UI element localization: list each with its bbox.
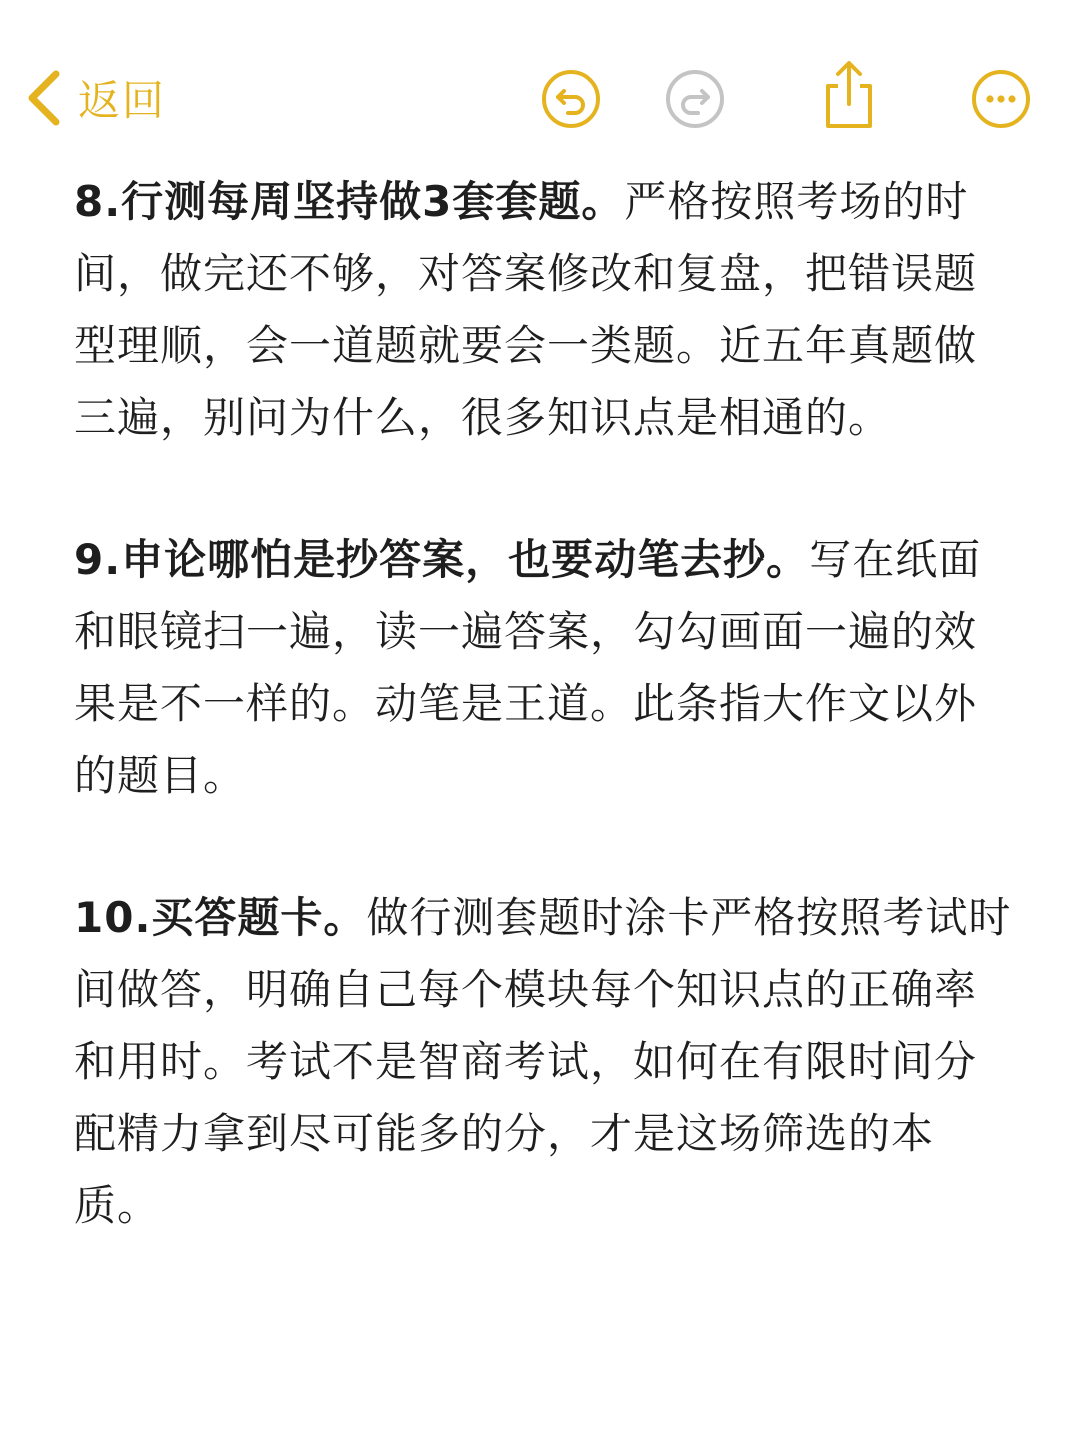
chevron-left-icon — [22, 66, 72, 130]
paragraph-heading: 8.行测每周坚持做3套套题。 — [74, 177, 625, 226]
note-paragraph-10 — [74, 882, 1014, 1242]
note-paragraph-9 — [74, 524, 1014, 812]
paragraph-heading: 10.买答题卡。 — [74, 893, 367, 942]
paragraph-text: 写在纸面和眼镜扫一遍，读一遍答案，勾勾画面一遍的效果是不一样的。动笔是王道。此条指大作文以外的题目。 — [74, 535, 982, 800]
redo-button[interactable] — [664, 68, 726, 130]
paragraph-heading: 9.申论哪怕是抄答案，也要动笔去抄。 — [74, 535, 810, 584]
note-paragraph-8 — [74, 166, 1014, 454]
more-icon — [970, 68, 1032, 130]
share-button[interactable] — [818, 58, 880, 132]
share-icon — [818, 58, 880, 132]
more-button[interactable] — [970, 68, 1032, 130]
back-label: 返回 — [78, 76, 167, 125]
redo-icon — [664, 68, 726, 130]
undo-button[interactable] — [540, 68, 602, 130]
note-body[interactable] — [74, 166, 1014, 1242]
back-button[interactable] — [22, 66, 166, 130]
note-toolbar — [0, 0, 1080, 150]
paragraph-text: 做行测套题时涂卡严格按照考试时间做答，明确自己每个模块每个知识点的正确率和用时。考试不是智商考试，如何在有限时间分配精力拿到尽可能多的分，才是这场筛选的本质。 — [74, 893, 1012, 1230]
undo-icon — [540, 68, 602, 130]
paragraph-text: 严格按照考场的时间，做完还不够，对答案修改和复盘，把错误题型理顺，会一道题就要会一类题。近五年真题做三遍，别问为什么，很多知识点是相通的。 — [74, 177, 978, 442]
